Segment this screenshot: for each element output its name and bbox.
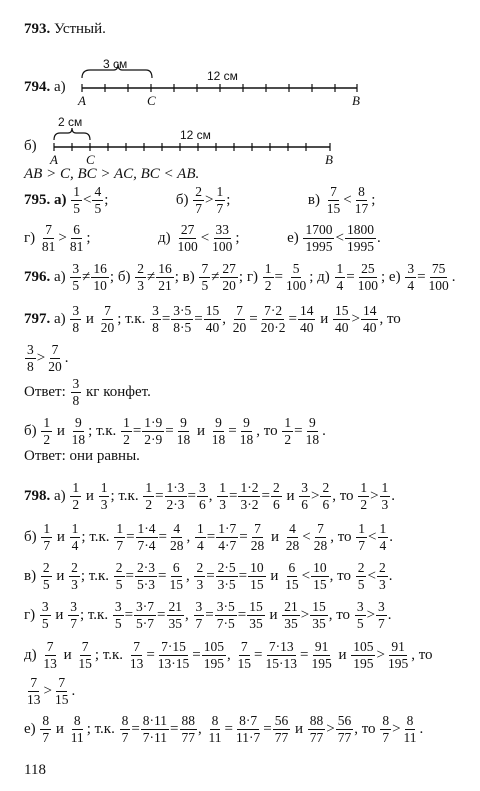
problem-797b: б) $\frac{1}{2}$ и $\frac{9}{18}$ ; т.к. $\frac{1}{2}$ = $\frac{1\cdot 9}{2\cdot 9}$ = $\frac{9}{18}$ и $\frac{9}{18}$ = $\frac{9}{18}$ , то $\frac{1}{2}$ = $\frac{9}{18}$ . xyxy=(24,415,326,448)
problem-795-row2: г) $\frac{7}{81}$ > $\frac{6}{81}$ ; д) $\frac{27}{100}$ < $\frac{33}{100}$ ; е) $\frac{1700}{1995}$ < $\frac{1800}{1995}$ . xyxy=(24,222,381,255)
problem-796: 796. а) $\frac{3}{5}$ ≠ $\frac{16}{10}$ ; б) $\frac{2}{3}$ ≠ $\frac{16}{21}$ ; в) $\frac{7}{5}$ ≠ $\frac{27}{20}$ ; г) $\frac{1}{2}$ = $\frac{5}{100}$ ; д) $\frac{1}{4}$ = $\frac{25}{100}$ ; е) $\frac{3}{4}$ = $\frac{75}{100}$ . xyxy=(24,261,456,294)
problem-798g: г) $\frac{3}{5}$ и $\frac{3}{7}$ ; т.к. $\frac{3}{5}$ = $\frac{3\cdot 7}{5\cdot 7}$ = $\frac{21}{35}$ , $\frac{3}{7}$ = $\frac{3\cdot 5}{7\cdot 5}$ = $\frac{15}{35}$ и $\frac{21}{35}$ > $\frac{15}{35}$ , то $\frac{3}{5}$ > $\frac{3}{7}$ . xyxy=(24,599,392,632)
problem-798a: 798. а) $\frac{1}{2}$ и $\frac{1}{3}$ ; т.к. $\frac{1}{2}$ = $\frac{1\cdot 3}{2\cdot 3}$ = $\frac{3}{6}$ , $\frac{1}{3}$ = $\frac{1\cdot 2}{3\cdot 2}$ = $\frac{2}{6}$ и $\frac{3}{6}$ > $\frac{2}{6}$ , то $\frac{1}{2}$ > $\frac{1}{3}$ . xyxy=(24,480,396,513)
problem-text: Устный. xyxy=(54,21,106,37)
comparison-result: AB > C, BC > AC, BC < AB. xyxy=(24,166,200,182)
problem-798b: б) $\frac{1}{7}$ и $\frac{1}{4}$ ; т.к. $\frac{1}{7}$ = $\frac{1\cdot 4}{7\cdot 4}$ = $\frac{4}{28}$ , $\frac{1}{4}$ = $\frac{1\cdot 7}{4\cdot 7}$ = $\frac{7}{28}$ и $\frac{4}{28}$ < $\frac{7}{28}$ , то $\frac{1}{7}$ < $\frac{1}{4}$ . xyxy=(24,521,394,554)
problem-794: 794. а) xyxy=(24,79,66,95)
problem-798e: е) $\frac{8}{7}$ и $\frac{8}{11}$ ; т.к. $\frac{8}{7}$ = $\frac{8\cdot 11}{7\cdot 11}$ = $\frac{88}{77}$ , $\frac{8}{11}$ = $\frac{8\cdot 7}{11\cdot 7}$ = $\frac{56}{77}$ и $\frac{88}{77}$ > $\frac{56}{77}$ , то $\frac{8}{7}$ > $\frac{8}{11}$ . xyxy=(24,713,424,746)
problem-798d: д) $\frac{7}{13}$ и $\frac{7}{15}$ ; т.к. $\frac{7}{13}$ = $\frac{7\cdot 15}{13\cdot 15}$ = $\frac{105}{195}$ , $\frac{7}{15}$ = $\frac{7\cdot 13}{15\cdot 13}$ = $\frac{91}{195}$ и $\frac{105}{195}$ > $\frac{91}{195}$ , то xyxy=(24,639,433,672)
problem-795-row1: 795. а) $\frac{1}{5}$ < $\frac{4}{5}$ ; б) $\frac{2}{7}$ > $\frac{1}{7}$ ; в) $\frac{7}{15}$ < $\frac{8}{17}$ ; xyxy=(24,184,376,217)
problem-798v: в) $\frac{2}{5}$ и $\frac{2}{3}$ ; т.к. $\frac{2}{5}$ = $\frac{2\cdot 3}{5\cdot 3}$ = $\frac{6}{15}$ , $\frac{2}{3}$ = $\frac{2\cdot 5}{3\cdot 5}$ = $\frac{10}{15}$ и $\frac{6}{15}$ < $\frac{10}{15}$ , то $\frac{2}{5}$ < $\frac{2}{3}$ . xyxy=(24,560,393,593)
answer-797b: Ответ: они равны. xyxy=(24,448,140,464)
page-number: 118 xyxy=(24,762,46,778)
answer-797a: Ответ: $\frac{3}{8}$ кг конфет. xyxy=(24,376,151,409)
problem-797a: 797. а) $\frac{3}{8}$ и $\frac{7}{20}$ ; т.к. $\frac{3}{8}$ = $\frac{3\cdot 5}{8\cdot 5}$ = $\frac{15}{40}$ , $\frac{7}{20}$ = $\frac{7\cdot 2}{20\cdot 2}$ = $\frac{14}{40}$ и $\frac{15}{40}$ > $\frac{14}{40}$ , то xyxy=(24,303,401,336)
problem-number: 793. xyxy=(24,21,51,37)
segment-diagrams xyxy=(0,0,480,170)
